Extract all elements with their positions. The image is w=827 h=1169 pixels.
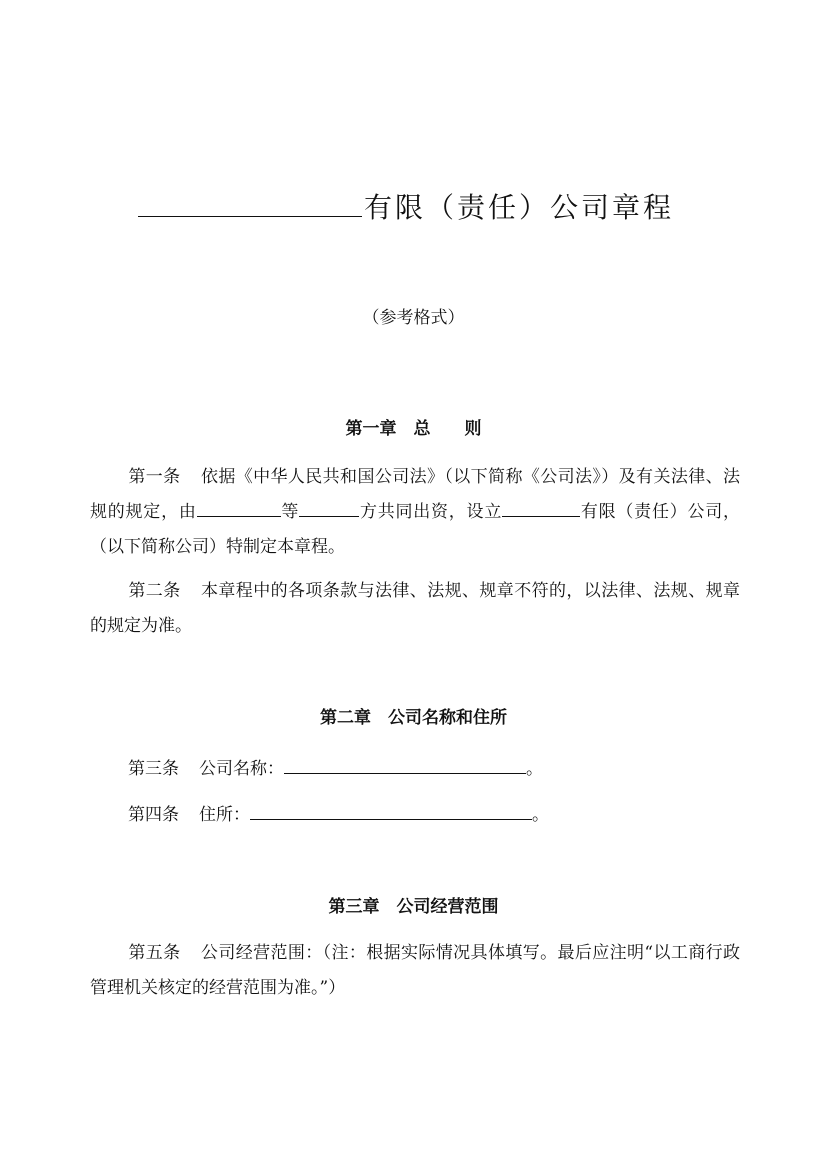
article-1-number: 第一条 (128, 467, 181, 487)
chapter-3-heading: 第三章 公司经营范围 (328, 897, 499, 917)
article-5: 第五条 公司经营范围：（注：根据实际情况具体填写。最后应注明“以工商行政管理机关核定的经营范围为准。”） (90, 943, 741, 998)
chapter-2-heading: 第二章 公司名称和住所 (320, 708, 507, 728)
company-name-field[interactable] (284, 755, 526, 774)
company-blank[interactable] (502, 498, 580, 517)
article-4: 第四条 住所： 。 (90, 801, 549, 827)
title-text: 有限（责任）公司章程 (364, 191, 675, 224)
party-count-blank[interactable] (299, 498, 359, 517)
article-4-number: 第四条 (128, 805, 179, 825)
chapter-1-heading: 第一章 总 则 (345, 419, 482, 439)
subtitle: （参考格式） (362, 308, 465, 328)
article-3-number: 第三条 (128, 759, 179, 779)
shareholder-blank[interactable] (197, 498, 281, 517)
article-2-number: 第二条 (128, 581, 181, 601)
article-2: 第二条 本章程中的各项条款与法律、法规、规章不符的，以法律、法规、规章的规定为准。 (90, 581, 741, 636)
company-name-blank[interactable] (138, 186, 362, 217)
document-title (138, 186, 738, 226)
article-1: 第一条 依据《中华人民共和国公司法》（以下简称《公司法》）及有关法律、法规的规定，由 等 方共同出资，设立 有限（责任）公司，（以下简称公司）特制定本章程。 (90, 467, 741, 557)
article-5-number: 第五条 (128, 943, 181, 963)
address-field[interactable] (250, 801, 532, 820)
article-3: 第三条 公司名称： 。 (90, 755, 543, 781)
